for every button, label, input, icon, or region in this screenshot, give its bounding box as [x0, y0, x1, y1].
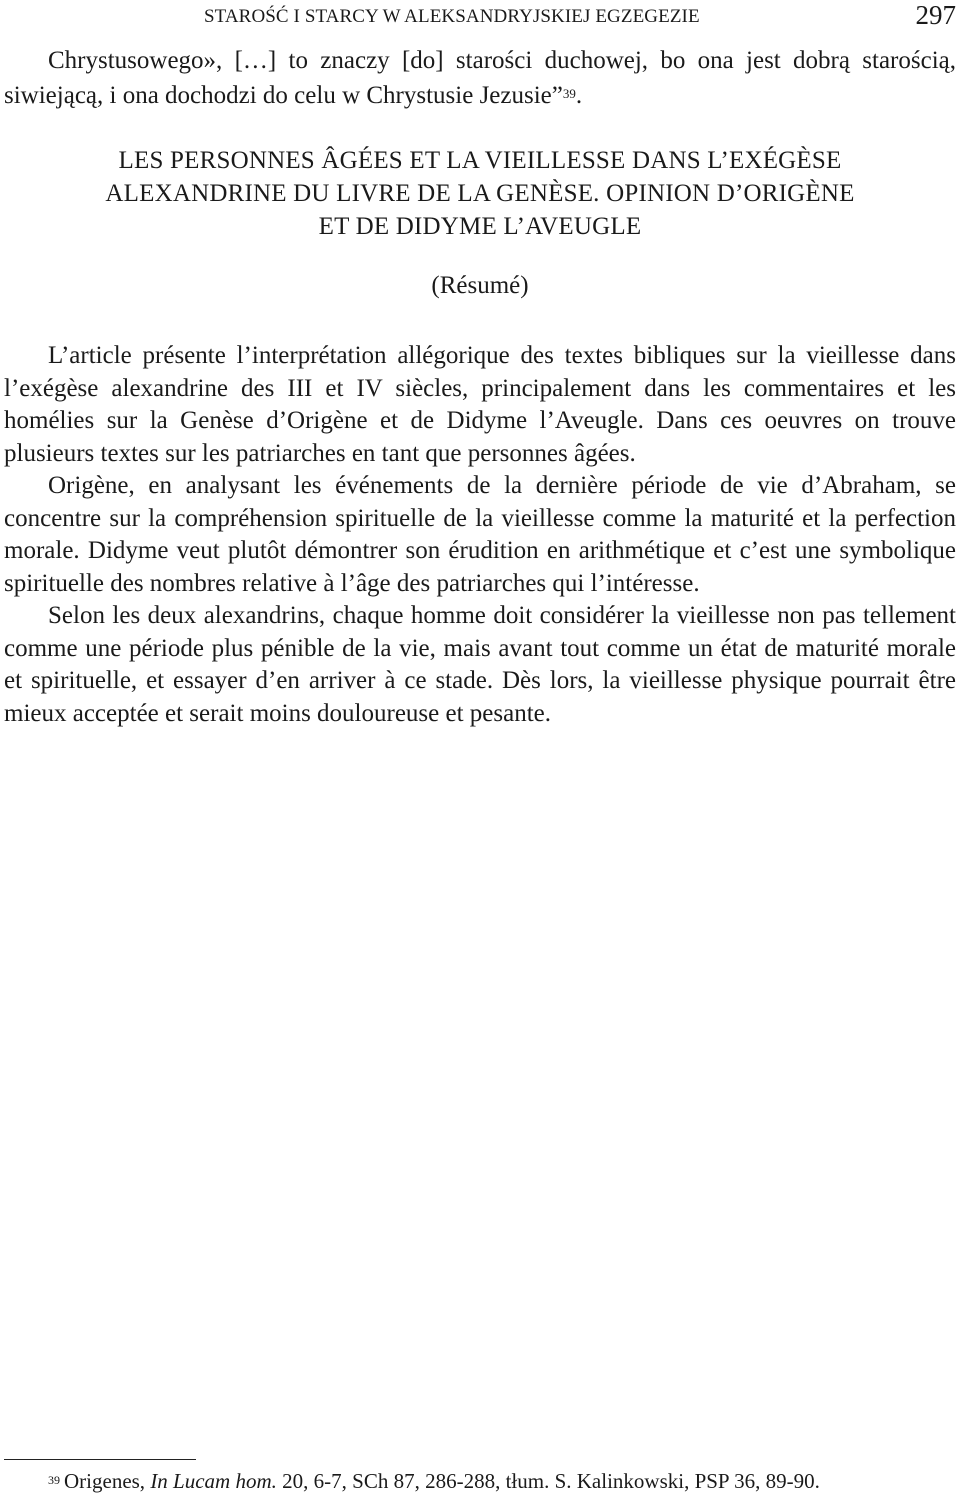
summary-paragraph: Selon les deux alexandrins, chaque homme doit considérer la vieillesse non pas tellement comme une période plus pénible de la vie, mais avant tout comme un état de maturité morale et spirituelle, et essayer d’en arriver à ce stade. Dès lors, la vieillesse physique pourrait être mieux acceptée et serait moins douloureuse et pesante.	[4, 602, 956, 727]
article-title-line: ET DE DIDYME L’AVEUGLE	[318, 213, 642, 240]
intro-text: Chrystusowego», […] to znaczy [do] starości duchowej, bo ona jest dobrą starością, siwiejącą, i ona dochodzi do celu w Chrystusie Jezusie”	[4, 47, 956, 109]
resume-label: (Résumé)	[431, 272, 529, 299]
intro-end: .	[575, 82, 583, 109]
footnote-number: 39	[48, 1473, 60, 1487]
running-title: STAROŚĆ I STARCY W ALEKSANDRYJSKIEJ EGZEGEZIE	[204, 6, 700, 27]
footnote-divider	[4, 1459, 196, 1460]
article-title-line: ALEXANDRINE DU LIVRE DE LA GENÈSE. OPINION D’ORIGÈNE	[105, 180, 855, 207]
running-header	[0, 0, 960, 32]
footnote-text-before: Origenes,	[64, 1469, 151, 1493]
footnote-39	[48, 1467, 948, 1495]
article-title	[0, 144, 960, 243]
footnote-ref-39[interactable]: 39	[562, 86, 576, 101]
summary-paragraph: Origène, en analysant les événements de la dernière période de vie d’Abraham, se concentre sur la compréhension spirituelle de la vieillesse comme la maturité et la perfection morale. Didyme veut plutôt démontrer son érudition en arithmétique et c’est une symbolique spirituelle des nombres relative à l’âge des patriarches qui l’intéresse.	[4, 472, 956, 597]
footnote-work-title: In Lucam hom.	[150, 1469, 277, 1493]
article-title-line: LES PERSONNES ÂGÉES ET LA VIEILLESSE DANS L’EXÉGÈSE	[118, 147, 842, 174]
intro-paragraph	[4, 43, 956, 113]
summary-body	[4, 340, 956, 730]
footnote-text-after: 20, 6-7, SCh 87, 286-288, tłum. S. Kalinkowski, PSP 36, 89-90.	[276, 1469, 820, 1493]
page-number: 297	[915, 0, 956, 30]
summary-paragraph: L’article présente l’interprétation allégorique des textes bibliques sur la vieillesse dans l’exégèse alexandrine des III et IV siècles, principalement dans les commentaires et les homélies sur la Genèse d’Origène et de Didyme l’Aveugle. Dans ces oeuvres on trouve plusieurs textes sur les patriarches en tant que personnes âgées.	[4, 342, 956, 467]
